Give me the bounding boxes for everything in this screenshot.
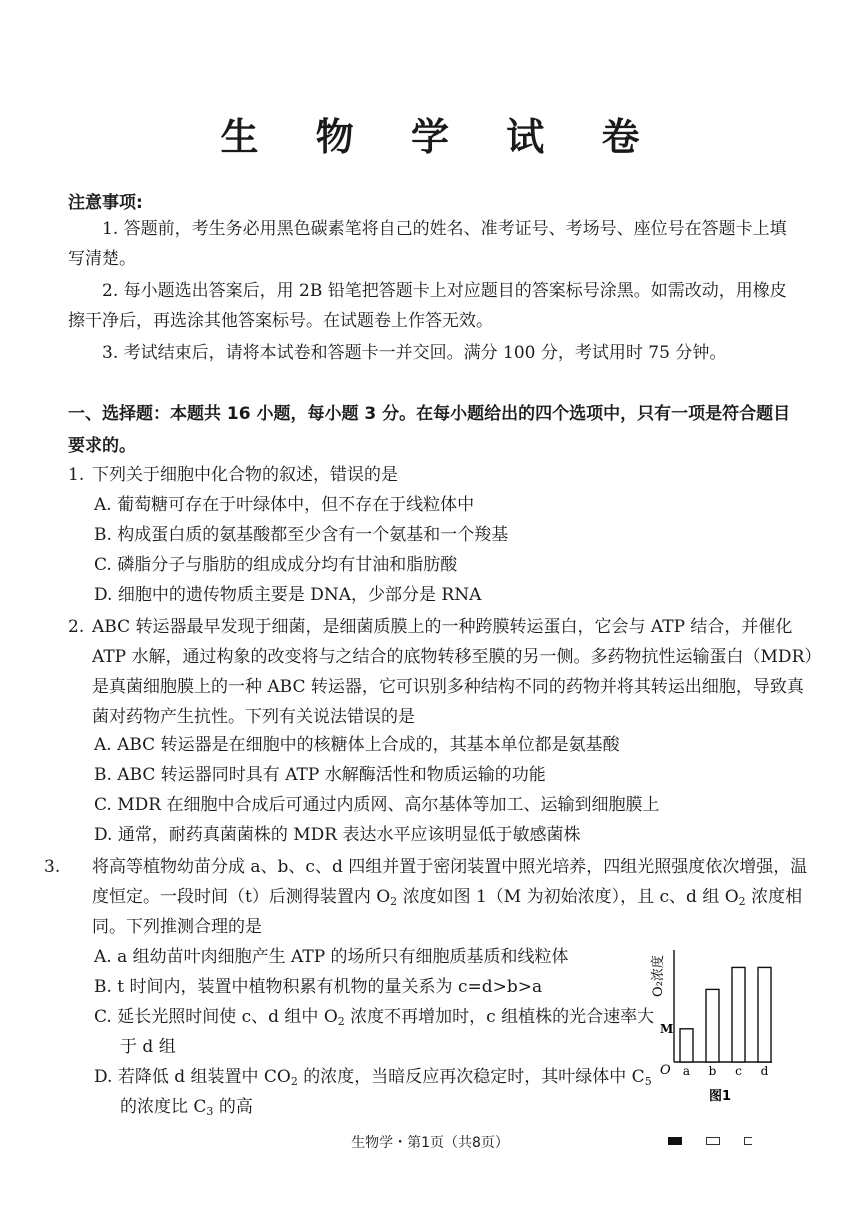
option-text-part: 的浓度，当暗反应再次稳定时，其叶绿体中 C xyxy=(297,1067,645,1087)
bar-a xyxy=(680,1029,693,1062)
subscript: 2 xyxy=(738,895,746,908)
q2-option-a: A. ABC 转运器是在细胞中的核糖体上合成的，其基本单位都是氨基酸 xyxy=(94,735,620,755)
q1-option-b: B. 构成蛋白质的氨基酸都至少含有一个氨基和一个羧基 xyxy=(94,525,509,545)
question-1 xyxy=(68,460,794,490)
figure-caption: 图1 xyxy=(708,1089,732,1104)
q2-option-d: D. 通常，耐药真菌菌株的 MDR 表达水平应该明显低于敏感菌株 xyxy=(94,825,581,845)
subscript: 2 xyxy=(390,895,398,908)
option-text-part: C. 延长光照时间使 c、d 组中 O xyxy=(94,1007,338,1027)
option-text-part: 浓度不再增加时，c 组植株的光合速率大于 d 组 xyxy=(120,1007,655,1057)
q3-option-a: A. a 组幼苗叶肉细胞产生 ATP 的场所只有细胞质基质和线粒体 xyxy=(94,947,569,967)
q3-option-c xyxy=(94,1002,665,1062)
tick-label-c: c xyxy=(735,1064,742,1078)
tick-labels-group xyxy=(683,1064,769,1078)
filled-mark-icon xyxy=(668,1137,682,1145)
subscript: 3 xyxy=(206,1105,214,1118)
reference-label-m: M xyxy=(660,1021,674,1036)
scan-marks xyxy=(668,1134,758,1148)
notes-heading: 注意事项: xyxy=(68,193,143,213)
question-number: 3. xyxy=(44,857,61,877)
figure-1 xyxy=(640,938,790,1108)
option-text-part: 的浓度比 C xyxy=(120,1097,207,1117)
origin-label: O xyxy=(660,1063,671,1078)
q3-option-d xyxy=(94,1062,665,1122)
question-number: 1. xyxy=(68,465,85,485)
question-stem: ABC 转运器最早发现于细菌，是细菌质膜上的一种跨膜转运蛋白，它会与 ATP 结合，并催化 ATP 水解，通过构象的改变将与之结合的底物转移至膜的另一侧。多药物抗性运输蛋白（MDR）是真菌细胞膜上的一种 ABC 转运器，它可识别多种结构不同的药物并将其转运出细胞，导致真菌对药物产生抗性。下列有关说法错误的是 xyxy=(92,617,813,727)
question-stem-part: 浓度相同。下列推测合理的是 xyxy=(92,887,803,937)
page-title: 生 物 学 试 卷 xyxy=(220,114,662,159)
q2-option-c: C. MDR 在细胞中合成后可通过内质网、高尔基体等加工、运输到细胞膜上 xyxy=(94,795,660,815)
y-axis-label: O₂浓度 xyxy=(651,955,666,997)
empty-mark-icon xyxy=(706,1137,720,1145)
o2-concentration-chart xyxy=(640,938,790,1108)
section-heading: 一、选择题：本题共 16 小题，每小题 3 分。在每小题给出的四个选项中，只有一项是符合题目要求的。 xyxy=(68,404,791,456)
bars-group xyxy=(680,967,771,1062)
question-stem: 下列关于细胞中化合物的叙述，错误的是 xyxy=(92,465,398,485)
q1-option-a: A. 葡萄糖可存在于叶绿体中，但不存在于线粒体中 xyxy=(94,495,475,515)
page-footer: 生物学・第1页（共8页） xyxy=(351,1135,509,1151)
tick-label-b: b xyxy=(708,1064,717,1078)
question-stem-part: 将高等植物幼苗分成 a、b、c、d 四组并置于密闭装置中照光培养，四组光照强度依次增强，温度恒定。一段时间（t）后测得装置内 O xyxy=(92,857,808,907)
question-3 xyxy=(44,852,818,942)
tick-label-a: a xyxy=(682,1064,691,1078)
note-item-3: 3. 考试结束后，请将本试卷和答题卡一并交回。满分 100 分，考试用时 75 分钟。 xyxy=(102,343,727,363)
question-2 xyxy=(68,612,818,732)
bar-b xyxy=(706,989,719,1062)
q2-option-b: B. ABC 转运器同时具有 ATP 水解酶活性和物质运输的功能 xyxy=(94,765,546,785)
q1-option-c: C. 磷脂分子与脂肪的组成成分均有甘油和脂肪酸 xyxy=(94,555,458,575)
subscript: 2 xyxy=(290,1075,298,1088)
tick-label-d: d xyxy=(760,1064,769,1078)
partial-mark-icon xyxy=(744,1137,752,1145)
option-text-part: 的高 xyxy=(213,1097,253,1117)
bar-d xyxy=(758,967,771,1062)
q3-option-b: B. t 时间内，装置中植物积累有机物的量关系为 c=d>b>a xyxy=(94,977,543,997)
question-stem-part: 浓度如图 1（M 为初始浓度），且 c、d 组 O xyxy=(397,887,739,907)
subscript: 5 xyxy=(644,1075,652,1088)
option-text-part: D. 若降低 d 组装置中 CO xyxy=(94,1067,291,1087)
question-number: 2. xyxy=(68,617,85,637)
bar-c xyxy=(732,967,745,1062)
note-item-2: 2. 每小题选出答案后，用 2B 铅笔把答题卡上对应题目的答案标号涂黑。如需改动，用橡皮擦干净后，再选涂其他答案标号。在试题卷上作答无效。 xyxy=(68,281,787,331)
subscript: 2 xyxy=(337,1015,345,1028)
note-item-1: 1. 答题前，考生务必用黑色碳素笔将自己的姓名、准考证号、考场号、座位号在答题卡上填写清楚。 xyxy=(68,219,787,269)
q1-option-d: D. 细胞中的遗传物质主要是 DNA，少部分是 RNA xyxy=(94,585,482,605)
